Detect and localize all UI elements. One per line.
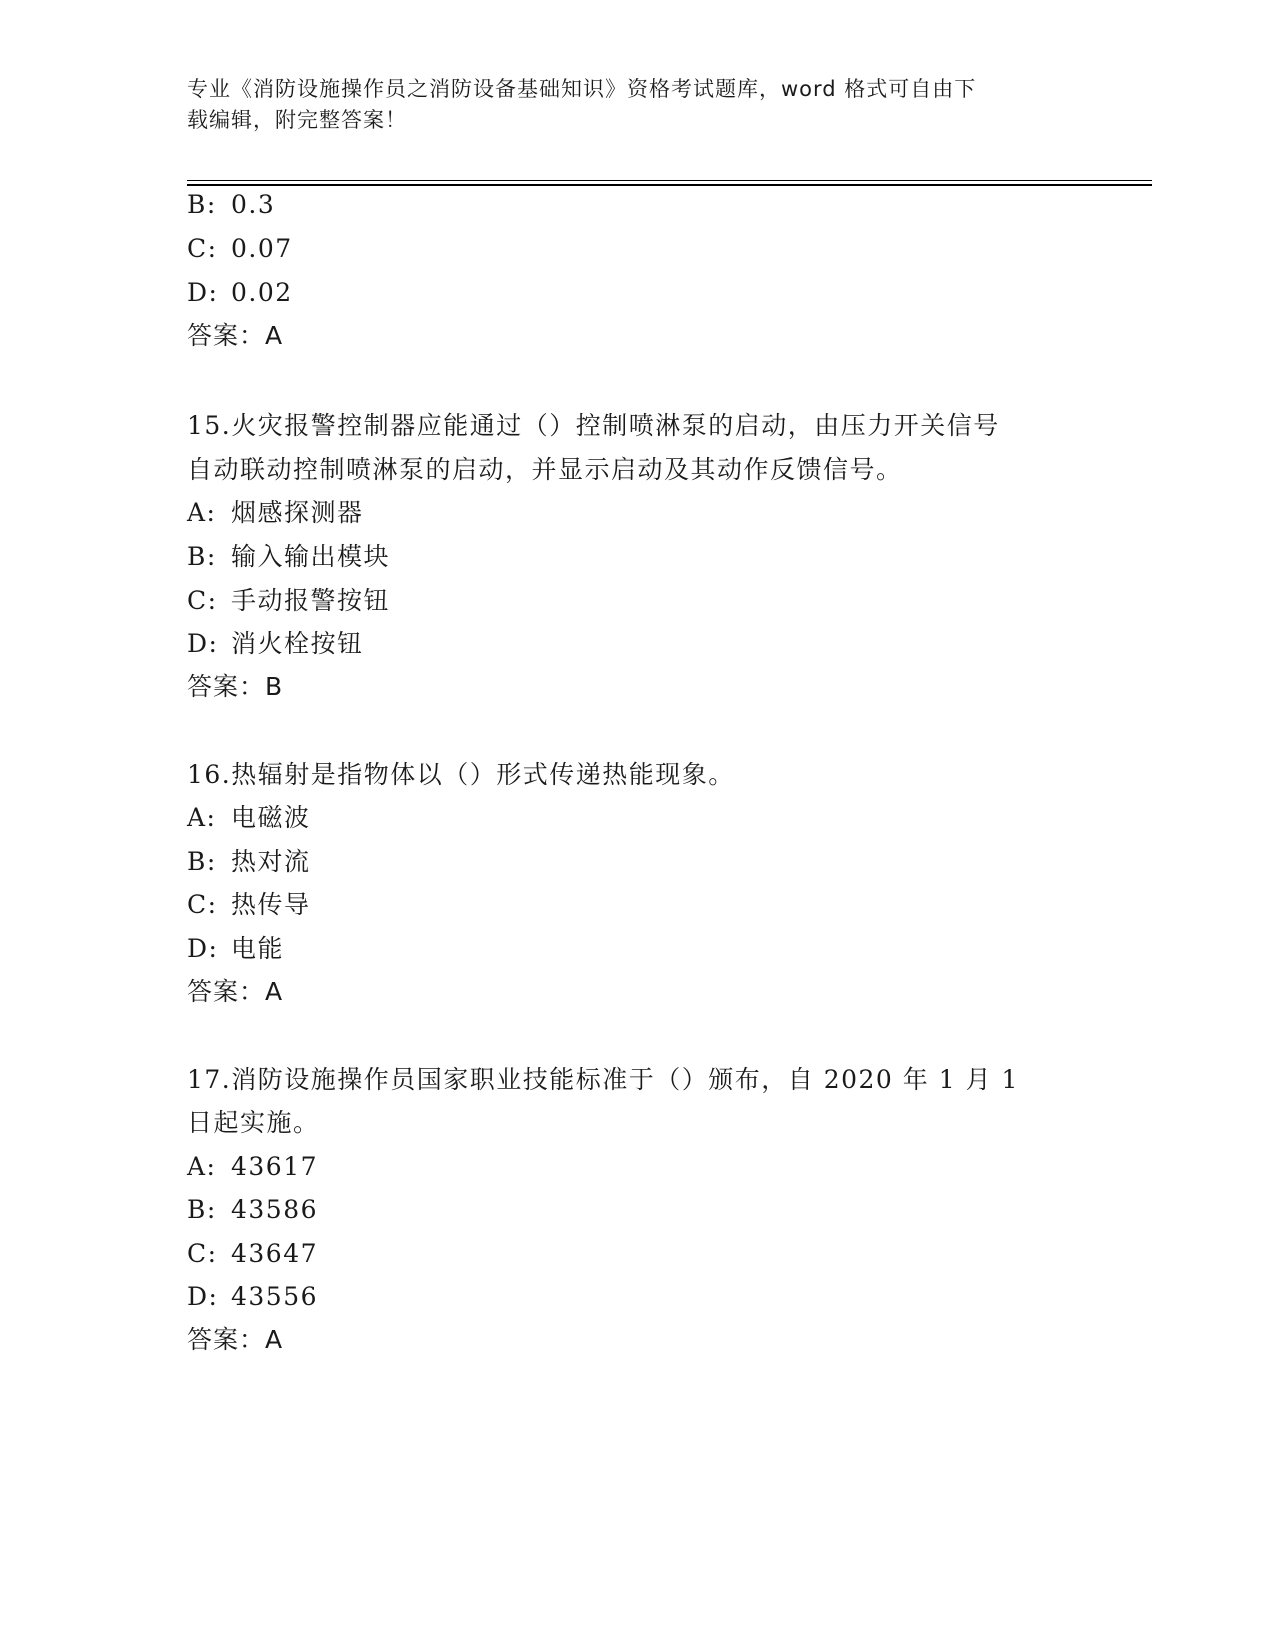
q14-option-d (187, 278, 293, 308)
q15-option-c (187, 586, 390, 616)
option-text: 0.02 (231, 278, 293, 307)
q17-option-d (187, 1282, 318, 1312)
option-key: B: (187, 847, 217, 876)
option-text: 手动报警按钮 (231, 586, 391, 615)
option-text: 热传导 (231, 890, 311, 919)
q15-stem-line-1: 15.火灾报警控制器应能通过（）控制喷淋泵的启动，由压力开关信号 (187, 411, 1000, 440)
option-key: A: (187, 1152, 217, 1181)
q17-stem-line-1: 17.消防设施操作员国家职业技能标准于（）颁布，自 2020 年 1 月 1 (187, 1065, 1019, 1094)
q15-answer: 答案：B (187, 672, 284, 701)
q15-stem-line-2: 自动联动控制喷淋泵的启动，并显示启动及其动作反馈信号。 (187, 455, 903, 484)
q14-answer: 答案：A (187, 321, 284, 350)
q15-option-d (187, 629, 364, 659)
option-key: B: (187, 1195, 217, 1224)
header-divider-thin (187, 180, 1152, 181)
option-key: C: (187, 234, 218, 263)
q16-option-c (187, 890, 311, 920)
document-header (187, 74, 1067, 136)
header-divider-thick (187, 184, 1152, 186)
option-text: 热对流 (231, 847, 311, 876)
option-text: 电能 (231, 934, 285, 963)
option-key: B: (187, 542, 217, 571)
option-text: 43556 (231, 1282, 319, 1311)
header-line-2: 载编辑，附完整答案！ (187, 108, 407, 132)
q15-option-b (187, 542, 390, 572)
header-line-1: 专业《消防设施操作员之消防设备基础知识》资格考试题库，word 格式可自由下 (187, 77, 977, 101)
option-key: A: (187, 803, 217, 832)
q17-option-a (187, 1152, 318, 1182)
option-key: B: (187, 190, 217, 219)
q16-option-d (187, 934, 284, 964)
q16-option-b (187, 847, 311, 877)
q14-option-c (187, 234, 293, 264)
option-key: A: (187, 498, 217, 527)
q14-option-b (187, 190, 275, 220)
option-text: 43617 (231, 1152, 319, 1181)
q16-answer: 答案：A (187, 977, 284, 1006)
option-key: C: (187, 1239, 218, 1268)
option-key: D: (187, 278, 219, 307)
q16-option-a (187, 803, 311, 833)
q17-option-c (187, 1239, 318, 1269)
q17-option-b (187, 1195, 318, 1225)
q15-option-a (187, 498, 364, 528)
option-text: 烟感探测器 (231, 498, 364, 527)
option-text: 电磁波 (231, 803, 311, 832)
q16-stem-line-1: 16.热辐射是指物体以（）形式传递热能现象。 (187, 760, 735, 789)
q17-stem-line-2: 日起实施。 (187, 1108, 320, 1137)
option-text: 43647 (231, 1239, 319, 1268)
q17-answer: 答案：A (187, 1325, 284, 1354)
option-text: 0.07 (231, 234, 293, 263)
option-text: 43586 (231, 1195, 319, 1224)
option-key: C: (187, 586, 218, 615)
option-text: 输入输出模块 (231, 542, 391, 571)
option-text: 消火栓按钮 (231, 629, 364, 658)
option-key: D: (187, 934, 219, 963)
option-key: D: (187, 1282, 219, 1311)
option-key: D: (187, 629, 219, 658)
option-text: 0.3 (231, 190, 276, 219)
option-key: C: (187, 890, 218, 919)
